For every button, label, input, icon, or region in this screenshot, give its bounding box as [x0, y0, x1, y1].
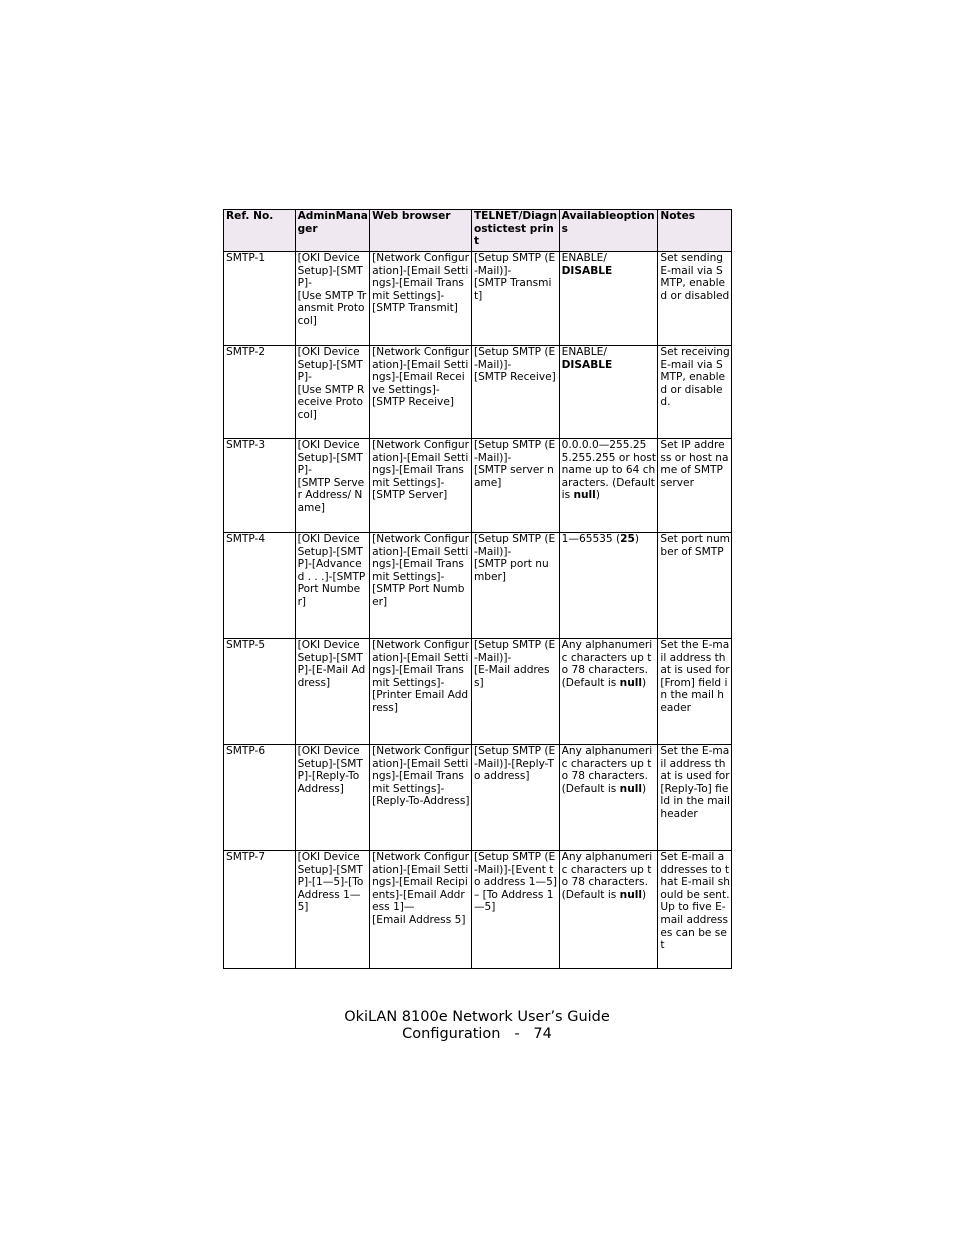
cell-text [372, 689, 470, 714]
text-run: [Network Configuration]-[Email Settings]-[Email Transmit Settings]- [372, 533, 469, 583]
cell-text [562, 639, 657, 689]
bold-text: null [619, 888, 643, 901]
text-run: [OKI Device Setup]-[SMTP]-[Reply-To Address] [297, 745, 363, 795]
cell-ref-no [224, 533, 296, 639]
cell-web-browser [370, 639, 472, 745]
cell-available-options [559, 533, 658, 639]
cell-telnet-diagnostic [471, 745, 559, 851]
cell-text [474, 558, 558, 583]
cell-admin-manager [295, 533, 370, 639]
cell-ref-no [224, 252, 296, 346]
cell-text [372, 914, 470, 927]
cell-ref-no [224, 745, 296, 851]
cell-text [298, 439, 369, 477]
cell-text [474, 745, 558, 783]
cell-available-options [559, 851, 658, 969]
text-run: [SMTP Port Number] [372, 583, 465, 608]
cell-text [474, 252, 558, 277]
text-run: Set the E-mail address that is used for [From] field in the mail header [660, 639, 730, 714]
cell-telnet-diagnostic [471, 346, 559, 439]
bold-text: null [619, 676, 643, 689]
cell-text [298, 745, 369, 795]
cell-ref-no [224, 346, 296, 439]
text-run: 1—65535 ( [561, 533, 621, 545]
text-run: [Setup SMTP (E-Mail)]- [473, 533, 556, 558]
cell-text [660, 783, 730, 821]
text-run: ENABLE/ [561, 346, 607, 358]
cell-text [372, 795, 470, 808]
cell-telnet-diagnostic [471, 639, 559, 745]
cell-notes [658, 851, 732, 969]
cell-text [474, 664, 558, 689]
cell-text [298, 477, 369, 515]
cell-text [372, 439, 470, 489]
cell-text [474, 533, 558, 558]
cell-ref-no [224, 439, 296, 533]
cell-notes [658, 252, 732, 346]
cell-text [298, 252, 369, 290]
text-run: [Network Configuration]-[Email Settings]-[Email Recipients]-[Email Address 1]— [372, 851, 469, 914]
cell-text [474, 439, 558, 464]
text-run: [Use SMTP Transmit Protocol] [297, 289, 367, 327]
cell-text [298, 639, 369, 689]
cell-text [372, 302, 470, 315]
cell-text [372, 252, 470, 302]
table-body [224, 252, 732, 969]
text-run: [SMTP Server Address/ Name] [297, 476, 365, 514]
cell-notes [658, 639, 732, 745]
text-run: [Setup SMTP (E-Mail)]- [473, 639, 556, 664]
text-run: [Network Configuration]-[Email Settings]-[Email Transmit Settings]- [372, 252, 469, 302]
text-run: ) [634, 533, 640, 545]
text-run: [E-Mail address] [473, 664, 550, 689]
cell-text [372, 583, 470, 608]
text-run: [Setup SMTP (E-Mail)]- [473, 439, 556, 464]
text-run: [SMTP server name] [473, 464, 554, 489]
cell-text [372, 639, 470, 689]
text-run: [Setup SMTP (E-Mail)]-[Reply-To address] [473, 745, 556, 783]
cell-available-options [559, 346, 658, 439]
table-header-row [224, 210, 732, 252]
cell-text [372, 346, 470, 396]
footer-guide-title: OkiLAN 8100e Network User’s Guide [344, 1009, 610, 1025]
table-row [224, 745, 732, 851]
cell-text [562, 346, 657, 359]
cell-admin-manager [295, 346, 370, 439]
cell-available-options [559, 439, 658, 533]
text-run: SMTP-6 [226, 745, 266, 757]
header-text: Web browser [372, 210, 451, 222]
column-header-notes [658, 210, 732, 252]
text-run: [Network Configuration]-[Email Settings]-[Email Transmit Settings]- [372, 439, 469, 489]
text-run: Set E-mail addresses to that E-mail should be sent. Up to five E-mail addresses can be set [660, 851, 730, 952]
cell-text [226, 745, 294, 758]
cell-telnet-diagnostic [471, 851, 559, 969]
cell-text [562, 252, 657, 265]
cell-ref-no [224, 639, 296, 745]
bold-text: DISABLE [561, 358, 613, 371]
cell-text [474, 371, 558, 384]
bold-text: null [619, 782, 643, 795]
text-run: Set receiving E-mail via SMTP, enabled or disabled. [660, 346, 730, 409]
text-run: Set IP address or host name of SMTP server [660, 439, 729, 489]
cell-text [474, 277, 558, 302]
cell-available-options [559, 639, 658, 745]
text-run: ) [642, 676, 647, 689]
cell-text [660, 346, 730, 409]
text-run: [Network Configuration]-[Email Settings]-[Email Receive Settings]- [372, 346, 469, 396]
column-header-available-options [559, 210, 658, 252]
cell-text [372, 745, 470, 795]
cell-text [372, 851, 470, 914]
column-header-ref-no [224, 210, 296, 252]
text-run: [Setup SMTP (E-Mail)]-[Event to address 1—5] – [To Address 1—5] [473, 851, 557, 914]
text-run: SMTP-3 [226, 439, 266, 451]
table-row [224, 439, 732, 533]
cell-web-browser [370, 533, 472, 639]
cell-web-browser [370, 439, 472, 533]
text-run: [Printer Email Address] [372, 689, 469, 714]
text-run: Set port number of SMTP [660, 533, 730, 558]
cell-text [298, 346, 369, 384]
cell-admin-manager [295, 639, 370, 745]
cell-web-browser [370, 851, 472, 969]
cell-admin-manager [295, 252, 370, 346]
header-text: Manager [297, 210, 368, 235]
cell-notes [658, 533, 732, 639]
cell-telnet-diagnostic [471, 533, 559, 639]
cell-text [226, 639, 294, 652]
cell-available-options [559, 252, 658, 346]
text-run: SMTP-4 [226, 533, 266, 545]
cell-text [660, 439, 730, 489]
header-text: TELNET/ [473, 210, 523, 222]
text-run: Any alphanumeric characters up to 78 characters. (Default is [561, 851, 653, 901]
cell-text [226, 439, 294, 452]
text-run: 0.0.0.0—255.255.255.255 or host name up to 64 characters. (Default is [561, 439, 656, 502]
text-run: ) [642, 888, 647, 901]
cell-text [226, 851, 294, 864]
cell-text [226, 346, 294, 359]
text-run: [OKI Device Setup]-[SMTP]-[Advanced . . .]-[SMTP Port Number] [297, 533, 366, 608]
column-header-admin-manager [295, 210, 370, 252]
smtp-settings-table [223, 209, 732, 969]
cell-web-browser [370, 346, 472, 439]
cell-text [226, 533, 294, 546]
cell-ref-no [224, 851, 296, 969]
text-run: [Reply-To-Address] [372, 795, 470, 808]
table-row [224, 346, 732, 439]
cell-notes [658, 346, 732, 439]
cell-text [660, 851, 730, 952]
cell-text [298, 851, 369, 914]
cell-text [474, 346, 558, 371]
footer-page-label: Configuration - 74 [402, 1026, 552, 1042]
cell-telnet-diagnostic [471, 252, 559, 346]
column-header-web-browser [370, 210, 472, 252]
cell-text [372, 489, 470, 502]
cell-text [372, 533, 470, 583]
text-run: [OKI Device Setup]-[SMTP]- [297, 439, 363, 477]
table-row [224, 252, 732, 346]
cell-notes [658, 439, 732, 533]
table-row [224, 533, 732, 639]
cell-text [660, 533, 730, 558]
cell-text [660, 639, 730, 715]
cell-admin-manager [295, 851, 370, 969]
header-text: Diagnostic [473, 210, 558, 235]
text-run: [Network Configuration]-[Email Settings]-[Email Transmit Settings]- [372, 745, 469, 795]
text-run: ) [595, 489, 600, 502]
cell-text [298, 384, 369, 422]
text-run: SMTP-7 [226, 851, 266, 863]
text-run: [Setup SMTP (E-Mail)]- [473, 252, 556, 277]
text-run: [SMTP Server] [372, 489, 448, 502]
text-run: [SMTP Receive] [372, 396, 454, 409]
text-run: Set sending E-mail via SMTP, enabled or disabled [660, 252, 730, 302]
cell-text [372, 396, 470, 409]
header-text: Ref. No. [226, 210, 274, 222]
text-run: [SMTP port number] [473, 558, 549, 583]
text-run: SMTP-2 [226, 346, 266, 358]
table-row [224, 639, 732, 745]
cell-text [660, 252, 730, 302]
cell-notes [658, 745, 732, 851]
cell-text [562, 745, 657, 795]
cell-text [298, 290, 369, 328]
column-header-telnet-diagnostic [471, 210, 559, 252]
bold-text: null [573, 489, 596, 502]
cell-text [226, 252, 294, 265]
text-run: [OKI Device Setup]-[SMTP]- [297, 346, 363, 384]
text-run: [SMTP Transmit] [372, 302, 458, 315]
text-run: [OKI Device Setup]-[SMTP]- [297, 252, 363, 290]
cell-telnet-diagnostic [471, 439, 559, 533]
cell-web-browser [370, 252, 472, 346]
header-text: Admin [297, 210, 336, 222]
text-run: [SMTP Transmit] [473, 277, 552, 302]
text-run: ENABLE/ [561, 252, 607, 264]
cell-text [298, 533, 369, 609]
text-run: [Email Address 5] [372, 913, 466, 926]
header-text: options [561, 210, 655, 235]
cell-text [474, 464, 558, 489]
cell-text [562, 439, 657, 502]
cell-admin-manager [295, 745, 370, 851]
text-run: Any alphanumeric characters up to 78 characters. (Default is [561, 745, 653, 795]
header-text: test print [473, 222, 554, 248]
cell-text [474, 851, 558, 914]
text-run: SMTP-1 [226, 252, 266, 264]
cell-text [660, 745, 730, 783]
table-row [224, 851, 732, 969]
text-run: Set the E-mail address that is used for [660, 745, 730, 783]
cell-admin-manager [295, 439, 370, 533]
text-run: [OKI Device Setup]-[SMTP]-[E-Mail Address] [297, 639, 366, 689]
text-run: SMTP-5 [226, 639, 266, 651]
cell-text [562, 359, 657, 372]
header-text: Notes [660, 210, 696, 222]
cell-text [562, 265, 657, 278]
text-run: Any alphanumeric characters up to 78 characters. (Default is [561, 639, 653, 689]
text-run: [SMTP Receive] [473, 371, 556, 384]
footer-page-number [0, 1026, 954, 1043]
cell-text [562, 533, 657, 546]
text-run: [Network Configuration]-[Email Settings]-[Email Transmit Settings]- [372, 639, 469, 689]
bold-text: DISABLE [561, 264, 613, 277]
text-run: [Setup SMTP (E-Mail)]- [473, 346, 556, 371]
cell-text [474, 639, 558, 664]
cell-available-options [559, 745, 658, 851]
bold-text: 25 [620, 533, 635, 545]
text-run: [Use SMTP Receive Protocol] [297, 383, 365, 421]
text-run: [Reply-To] field in the mail header [660, 782, 730, 820]
cell-web-browser [370, 745, 472, 851]
cell-text [562, 851, 657, 901]
header-text: Available [561, 210, 617, 222]
text-run: [OKI Device Setup]-[SMTP]-[1—5]-[To Address 1—5] [297, 851, 364, 914]
text-run: ) [642, 782, 647, 795]
